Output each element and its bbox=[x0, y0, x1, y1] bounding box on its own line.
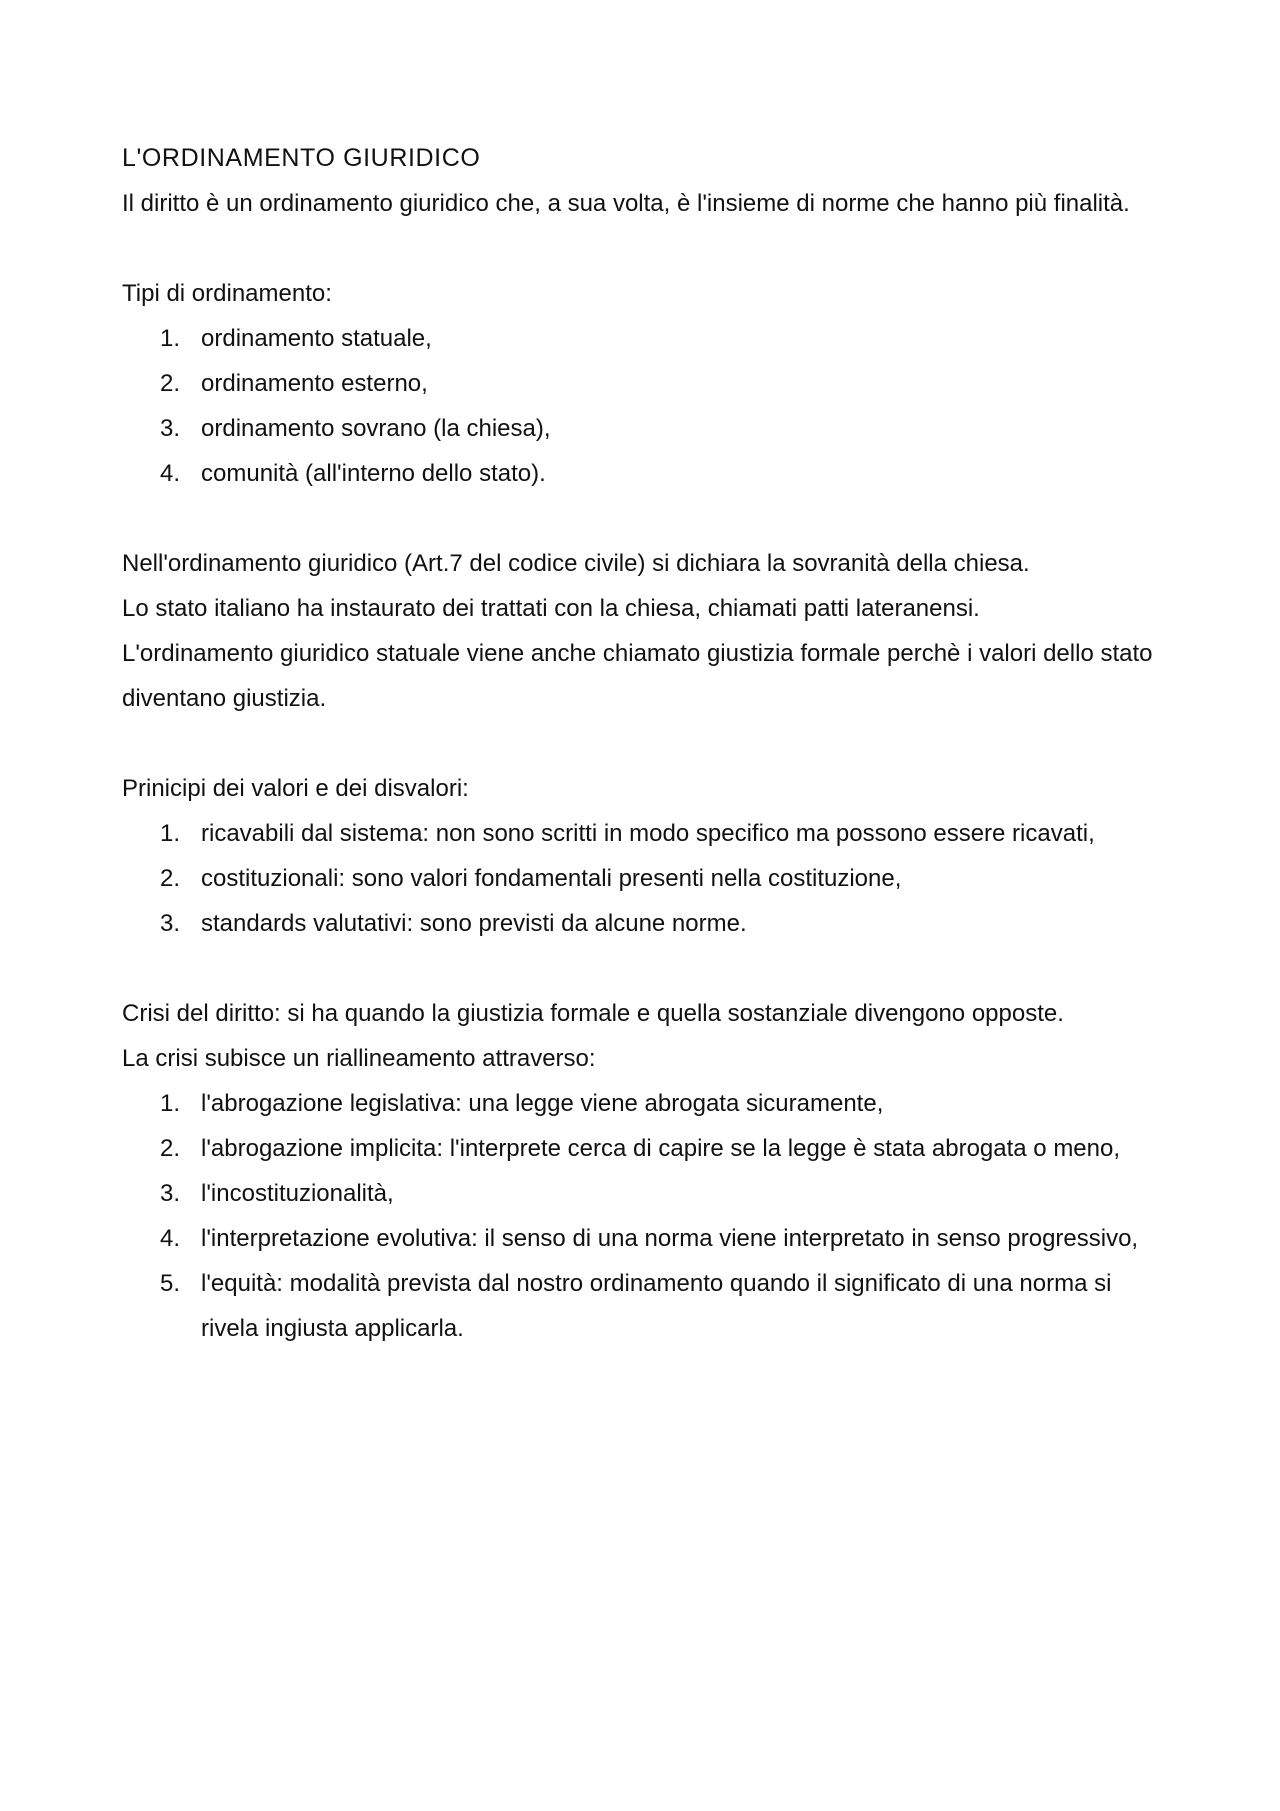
crisi-list bbox=[122, 1081, 1172, 1351]
list-number: 1. bbox=[160, 325, 181, 352]
list-number: 4. bbox=[160, 460, 181, 487]
list-number: 1. bbox=[160, 1090, 181, 1117]
list-number: 4. bbox=[160, 1225, 181, 1252]
list-item-text: l'equità: modalità prevista dal nostro ordinamento quando il significato di una norma si rivela ingiusta applicarla. bbox=[201, 1270, 1112, 1342]
document-title: L'ORDINAMENTO GIURIDICO bbox=[122, 144, 481, 172]
spacer bbox=[122, 496, 1172, 541]
sovranita-line: Nell'ordinamento giuridico (Art.7 del codice civile) si dichiara la sovranità della chiesa. bbox=[122, 550, 1030, 577]
list-item-text: l'abrogazione implicita: l'interprete cerca di capire se la legge è stata abrogata o meno, bbox=[201, 1135, 1121, 1162]
list-number: 2. bbox=[160, 1135, 181, 1162]
list-item bbox=[122, 406, 1172, 451]
list-item bbox=[122, 316, 1172, 361]
tipi-heading: Tipi di ordinamento: bbox=[122, 280, 332, 307]
spacer bbox=[122, 226, 1172, 271]
list-item-text: l'interpretazione evolutiva: il senso di una norma viene interpretato in senso progressivo, bbox=[201, 1225, 1139, 1252]
list-number: 1. bbox=[160, 820, 181, 847]
list-item bbox=[122, 1216, 1172, 1261]
giustizia-formale-paragraph: L'ordinamento giuridico statuale viene anche chiamato giustizia formale perchè i valori dello stato diventano giustizia. bbox=[122, 640, 1153, 712]
list-item bbox=[122, 1081, 1172, 1126]
list-item-text: costituzionali: sono valori fondamentali presenti nella costituzione, bbox=[201, 865, 902, 892]
list-item bbox=[122, 856, 1172, 901]
list-item bbox=[122, 361, 1172, 406]
principi-list bbox=[122, 811, 1172, 946]
intro-paragraph: Il diritto è un ordinamento giuridico che, a sua volta, è l'insieme di norme che hanno più finalità. bbox=[122, 190, 1130, 217]
list-item-text: ordinamento statuale, bbox=[201, 325, 432, 352]
spacer bbox=[122, 721, 1172, 766]
crisi-line: Crisi del diritto: si ha quando la giustizia formale e quella sostanziale divengono opposte. bbox=[122, 1000, 1064, 1027]
spacer bbox=[122, 946, 1172, 991]
list-number: 3. bbox=[160, 415, 181, 442]
list-item bbox=[122, 451, 1172, 496]
list-item-text: comunità (all'interno dello stato). bbox=[201, 460, 546, 487]
list-item bbox=[122, 811, 1172, 856]
list-item bbox=[122, 1261, 1172, 1351]
riallineamento-line: La crisi subisce un riallineamento attraverso: bbox=[122, 1045, 596, 1072]
list-number: 2. bbox=[160, 865, 181, 892]
principi-heading: Prinicipi dei valori e dei disvalori: bbox=[122, 775, 469, 802]
list-item-text: l'incostituzionalità, bbox=[201, 1180, 394, 1207]
list-number: 5. bbox=[160, 1270, 181, 1297]
list-number: 2. bbox=[160, 370, 181, 397]
list-item-text: ordinamento sovrano (la chiesa), bbox=[201, 415, 551, 442]
list-item bbox=[122, 1126, 1172, 1171]
tipi-list bbox=[122, 316, 1172, 496]
list-item-text: l'abrogazione legislativa: una legge viene abrogata sicuramente, bbox=[201, 1090, 884, 1117]
list-item bbox=[122, 1171, 1172, 1216]
list-number: 3. bbox=[160, 910, 181, 937]
list-item-text: standards valutativi: sono previsti da alcune norme. bbox=[201, 910, 747, 937]
list-number: 3. bbox=[160, 1180, 181, 1207]
patti-line: Lo stato italiano ha instaurato dei trattati con la chiesa, chiamati patti lateranensi. bbox=[122, 595, 980, 622]
document-body bbox=[122, 136, 1172, 1351]
list-item-text: ordinamento esterno, bbox=[201, 370, 428, 397]
list-item bbox=[122, 901, 1172, 946]
list-item-text: ricavabili dal sistema: non sono scritti in modo specifico ma possono essere ricavati, bbox=[201, 820, 1095, 847]
